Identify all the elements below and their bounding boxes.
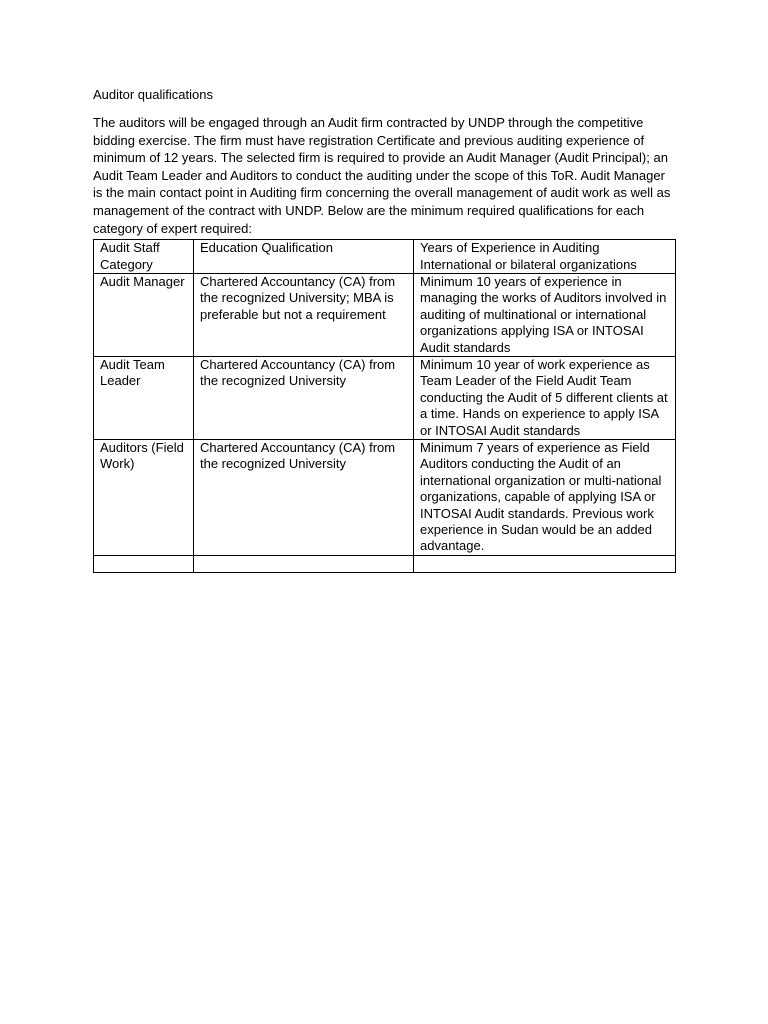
section-heading: Auditor qualifications [93,87,213,102]
table-row [94,440,676,556]
table-row-empty [94,555,676,572]
cell-education: Chartered Accountancy (CA) from the recognized University; MBA is preferable but not a requirement [194,273,414,356]
header-education-qualification: Education Qualification [194,240,414,274]
header-years-of-experience: Years of Experience in Auditing International or bilateral organizations [414,240,676,274]
intro-paragraph: The auditors will be engaged through an Audit firm contracted by UNDP through the competitive bidding exercise. The firm must have registration Certificate and previous auditing experience of minimum of 12 years. The selected firm is required to provide an Audit Manager (Audit Principal); an Audit Team Leader and Auditors to conduct the auditing under the scope of this ToR. Audit Manager is the main contact point in Auditing firm concerning the overall management of audit work as well as management of the contract with UNDP. Below are the minimum required qualifications for each category of expert required: [93,115,671,236]
cell-experience: Minimum 7 years of experience as Field Auditors conducting the Audit of an international organization or multi-national organizations, capable of applying ISA or INTOSAI Audit standards. Previous work experience in Sudan would be an added advantage. [414,440,676,556]
header-audit-staff-category: Audit Staff Category [94,240,194,274]
cell-experience: Minimum 10 years of experience in managing the works of Auditors involved in auditing of multinational or international organizations applying ISA or INTOSAI Audit standards [414,273,676,356]
table-header-row [94,240,676,274]
cell-category: Auditors (Field Work) [94,440,194,556]
qualifications-table [93,239,676,573]
cell-empty [94,555,194,572]
cell-education: Chartered Accountancy (CA) from the recognized University [194,357,414,440]
table-row [94,357,676,440]
cell-experience: Minimum 10 year of work experience as Team Leader of the Field Audit Team conducting the Audit of 5 different clients at a time. Hands on experience to apply ISA or INTOSAI Audit standards [414,357,676,440]
table-row [94,273,676,356]
document-page [93,86,675,573]
cell-category: Audit Manager [94,273,194,356]
cell-empty [414,555,676,572]
cell-category: Audit Team Leader [94,357,194,440]
cell-education: Chartered Accountancy (CA) from the recognized University [194,440,414,556]
cell-empty [194,555,414,572]
